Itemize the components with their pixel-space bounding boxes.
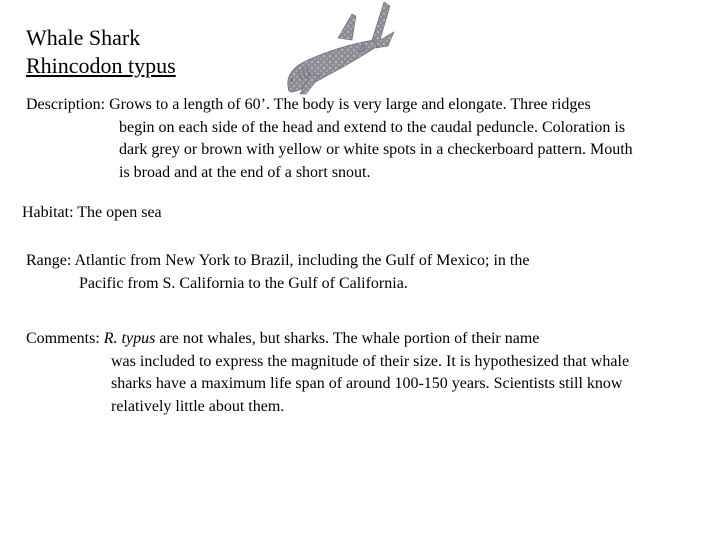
- comments-section: [26, 328, 629, 418]
- habitat-text: Habitat: The open sea: [22, 204, 162, 221]
- comments-first-line: [26, 328, 629, 351]
- range-section: [26, 250, 529, 295]
- description-line: dark grey or brown with yellow or white spots in a checkerboard pattern. Mouth: [119, 141, 633, 158]
- description-section: [26, 94, 633, 184]
- comments-line: was included to express the magnitude of their size. It is hypothesized that whale: [111, 352, 630, 370]
- comments-line: sharks have a maximum life span of around 100-150 years. Scientists still know: [111, 375, 623, 392]
- species-abbreviation: R. typus: [103, 330, 156, 347]
- comments-first-line-rest: are not whales, but sharks. The whale portion of their name: [155, 330, 540, 347]
- common-name-heading: Whale Shark: [26, 25, 141, 50]
- range-line: Range: Atlantic from New York to Brazil, including the Gulf of Mexico; in the: [26, 252, 530, 269]
- comments-line: relatively little about them.: [111, 397, 285, 415]
- description-line: Description: Grows to a length of 60’. The body is very large and elongate. Three ridges: [26, 96, 591, 113]
- description-line: begin on each side of the head and extend to the caudal peduncle. Coloration is: [119, 118, 626, 136]
- description-line: is broad and at the end of a short snout.: [119, 163, 371, 181]
- range-line: Pacific from S. California to the Gulf of California.: [79, 274, 408, 292]
- whale-shark-illustration: [280, 0, 405, 95]
- comments-label: Comments:: [26, 330, 104, 347]
- scientific-name-heading: Rhincodon typus: [26, 53, 176, 78]
- habitat-section: [22, 202, 162, 225]
